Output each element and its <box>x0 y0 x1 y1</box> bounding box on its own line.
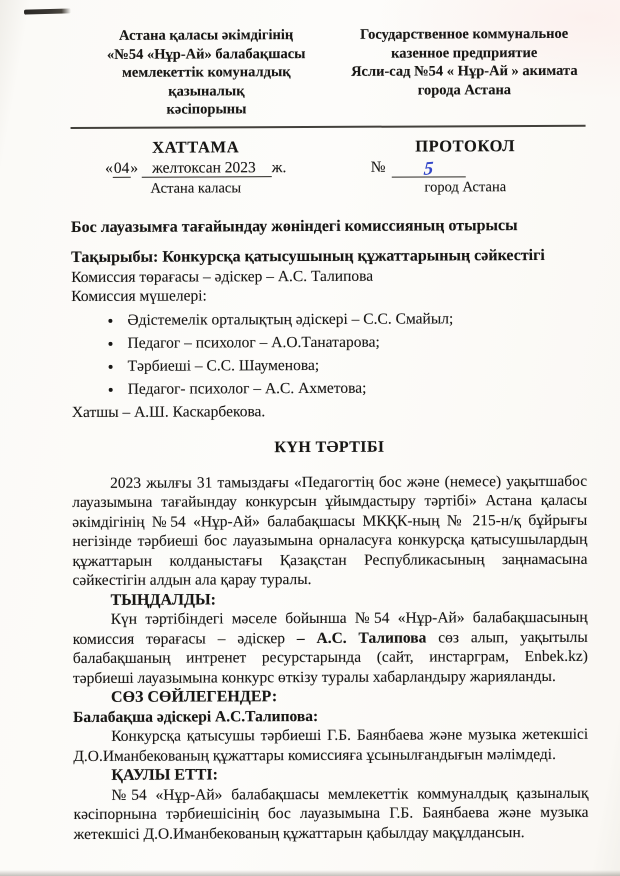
document-title-ru: ПРОТОКОЛ <box>415 135 516 156</box>
number-sign: № <box>370 158 386 176</box>
resolution-paragraph: №54 «Нұр-Ай» балабақшасы мемлекеттік коммуналдық қазыналық кәсіпорнына тәрбиешісінің бос лауазымына Г.Б. Баянбаева және музыка жетекшісі Д.О.Иманбекованың құжаттарын қабылдау мақұлдансын. <box>73 784 589 843</box>
members-list <box>71 308 586 399</box>
member-item: • Педагог- психолог – А.С. Ахметова; <box>124 377 587 399</box>
date-line <box>71 156 321 178</box>
meeting-topic: Тақырыбы: Конкурсқа қатысушының құжаттарының сәйкестігі <box>71 246 545 267</box>
heard-paragraph <box>73 608 588 688</box>
protocol-title-row <box>71 134 586 198</box>
secretary-line: Хатшы – А.Ш. Каскарбекова. <box>71 402 266 421</box>
members-label: Комиссия мүшелері: <box>71 287 207 306</box>
org-name-russian: Государственное коммунальное казенное предприятие Ясли-сад №54 « Нұр-Ай » акимата города Астана <box>351 25 578 99</box>
place-kazakh: Астана каласы <box>150 179 242 197</box>
heard-text-before: Күн тәртібіндегі мәселе бойынша №54 «Нұр-Ай» балабақшасының комиссия төрағасы – әдіскер <box>72 608 588 648</box>
date-day: 04 <box>113 159 130 177</box>
member-item: • Әдістемелік орталықтың әдіскері – С.С. Смайыл; <box>123 308 586 330</box>
meeting-title: Бос лауазымға тағайындау жөніндегі комиссияның отырысы <box>70 216 518 236</box>
scan-bottom-edge <box>0 870 620 876</box>
protocol-block-kazakh <box>71 135 321 198</box>
heard-heading: ТЫҢДАЛДЫ: <box>110 590 217 609</box>
header-divider-line <box>71 124 586 128</box>
speakers-heading: СӨЗ СӨЙЛЕГЕНДЕР: <box>111 688 278 706</box>
number-underline <box>391 157 465 180</box>
agenda-heading: КҮН ТӘРТІБІ <box>274 438 385 457</box>
protocol-number-line <box>363 155 568 180</box>
handwritten-protocol-number: 5 <box>423 157 435 180</box>
speaker-name-bold: – А.С. Талипова <box>296 628 427 647</box>
heard-text-after: сөз алып, уақытылы балабақшаның интренет ресурстарында (сайт, инстарграм, Enbek.kz) тәрбиеші лауазымына конкурс өткізу туралы хабарландыру жарияланды. <box>72 628 588 687</box>
protocol-block-russian <box>363 134 568 197</box>
resolution-heading: ҚАУЛЫ ЕТТІ: <box>111 766 219 784</box>
date-quote-close: » <box>130 159 139 177</box>
date-suffix: ж. <box>271 158 287 176</box>
letterhead <box>70 25 585 120</box>
speaker-title-line: Балабақша әдіскері А.С.Талипова: <box>73 707 319 726</box>
date-month-year: желтоксан 2023 <box>142 159 272 178</box>
agenda-paragraph: 2023 жылғы 31 тамыздағы «Педагогтің бос және (немесе) уақытшабос лауазымына тағайындау конкурсын ұйымдастыру тәртібі» Астана қаласы әкімдігінің №54 «Нұр-Ай» балабақшасы МКҚК-ның № 215-н/қ бұйрығы негізінде тәрбиеші бос лауазымына орналасуға конкурсқа қатысушылардың құжаттарын колданыстағы Қазақстан Республикасының заңнамасына сәйкестігін алдын ала қарау туралы. <box>72 472 588 590</box>
member-item: • Педагог – психолог – А.О.Танатарова; <box>123 331 586 353</box>
document-title-kk: ХАТТАМА <box>152 136 240 157</box>
speakers-paragraph: Конкурсқа қатысушы тәрбиеші Г.Б. Баянбаева және музыка жетекшісі Д.О.Иманбекованың құжаттары комиссияға ұсынылғандығын мәлімдеді. <box>73 725 589 765</box>
member-item: • Тәрбиеші – С.С. Шауменова; <box>124 354 587 376</box>
commission-chair-line: Комиссия төрағасы – әдіскер – А.С. Талипова <box>71 267 374 286</box>
org-name-kazakh: Астана қаласы әкімдігінің «№54 «Нұр-Ай» балабақшасы мемлекеттік комуналдық қазыналық кәсіпорыны <box>106 27 306 118</box>
date-quote-open: « <box>105 159 113 177</box>
place-russian: город Астана <box>424 178 507 196</box>
